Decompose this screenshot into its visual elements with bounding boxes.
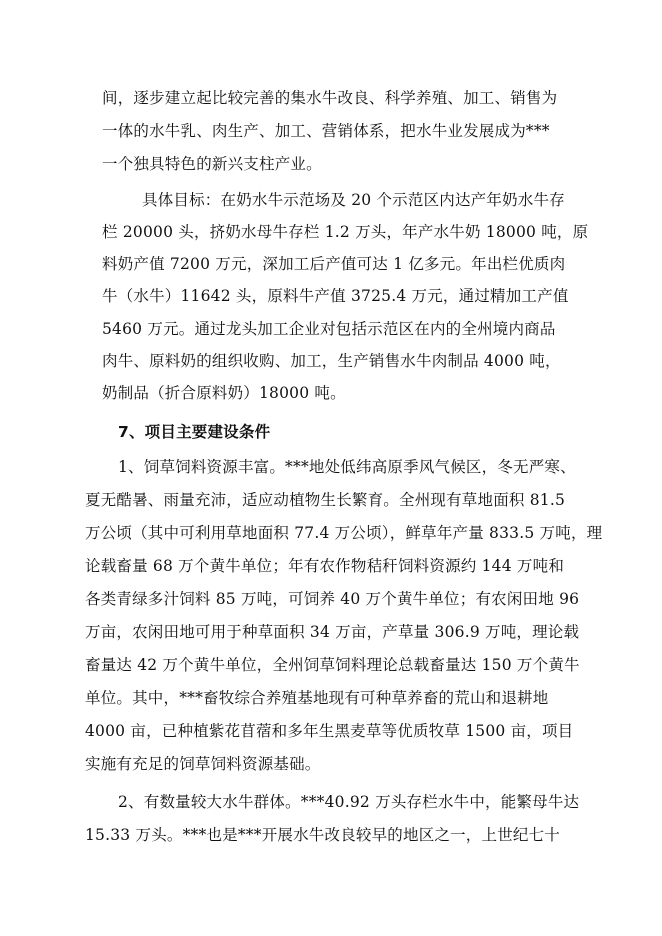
forage-line-4: 论载畜量 68 万个黄牛单位；年有农作物秸秆饲料资源约 144 万吨和 <box>85 557 565 575</box>
section-heading: 7、项目主要建设条件 <box>118 423 271 441</box>
target-line-6: 肉牛、原料奶的组织收购、加工，生产销售水牛肉制品 4000 吨， <box>102 352 561 370</box>
herd-line-1: 2、有数量较大水牛群体。***40.92 万头存栏水牛中，能繁母牛达 <box>118 793 580 811</box>
target-line-5: 5460 万元。通过龙头加工企业对包括示范区在内的全州境内商品 <box>102 320 556 338</box>
target-line-2: 栏 20000 头，挤奶水母牛存栏 1.2 万头，年产水牛奶 18000 吨，原 <box>102 223 589 241</box>
forage-line-5: 各类青绿多汁饲料 85 万吨，可饲养 40 万个黄牛单位；有农闲田地 96 <box>85 590 580 608</box>
target-line-3: 料奶产值 7200 万元，深加工后产值可达 1 亿多元。年出栏优质肉 <box>102 255 566 273</box>
target-line-1: 具体目标：在奶水牛示范场及 20 个示范区内达产年奶水牛存 <box>142 191 565 209</box>
forage-line-1: 1、饲草饲料资源丰富。***地处低纬高原季风气候区，冬无严寒、 <box>118 458 576 476</box>
target-line-7: 奶制品（折合原料奶）18000 吨。 <box>102 384 346 402</box>
forage-line-8: 单位。其中，***畜牧综合养殖基地现有可种草养畜的荒山和退耕地 <box>85 689 549 707</box>
intro-line-2: 一体的水牛乳、肉生产、加工、营销体系，把水牛业发展成为*** <box>102 122 550 140</box>
forage-line-2: 夏无酷暑、雨量充沛，适应动植物生长繁育。全州现有草地面积 81.5 <box>85 491 566 509</box>
target-line-4: 牛（水牛）11642 头，原料牛产值 3725.4 万元，通过精加工产值 <box>102 287 569 305</box>
intro-line-3: 一个独具特色的新兴支柱产业。 <box>102 155 322 173</box>
forage-line-6: 万亩，农闲田地可用于种草面积 34 万亩，产草量 306.9 万吨，理论载 <box>85 623 580 641</box>
forage-line-10: 实施有充足的饲草饲料资源基础。 <box>85 755 321 773</box>
intro-line-1: 间，逐步建立起比较完善的集水牛改良、科学养殖、加工、销售为 <box>102 89 558 107</box>
herd-line-2: 15.33 万头。***也是***开展水牛改良较早的地区之一，上世纪七十 <box>85 826 561 844</box>
forage-line-7: 畜量达 42 万个黄牛单位，全州饲草饲料理论总载畜量达 150 万个黄牛 <box>85 656 580 674</box>
forage-line-9: 4000 亩，已种植紫花苜蓿和多年生黑麦草等优质牧草 1500 亩，项目 <box>85 722 574 740</box>
forage-line-3: 万公顷（其中可利用草地面积 77.4 万公顷），鲜草年产量 833.5 万吨，理 <box>85 524 603 542</box>
